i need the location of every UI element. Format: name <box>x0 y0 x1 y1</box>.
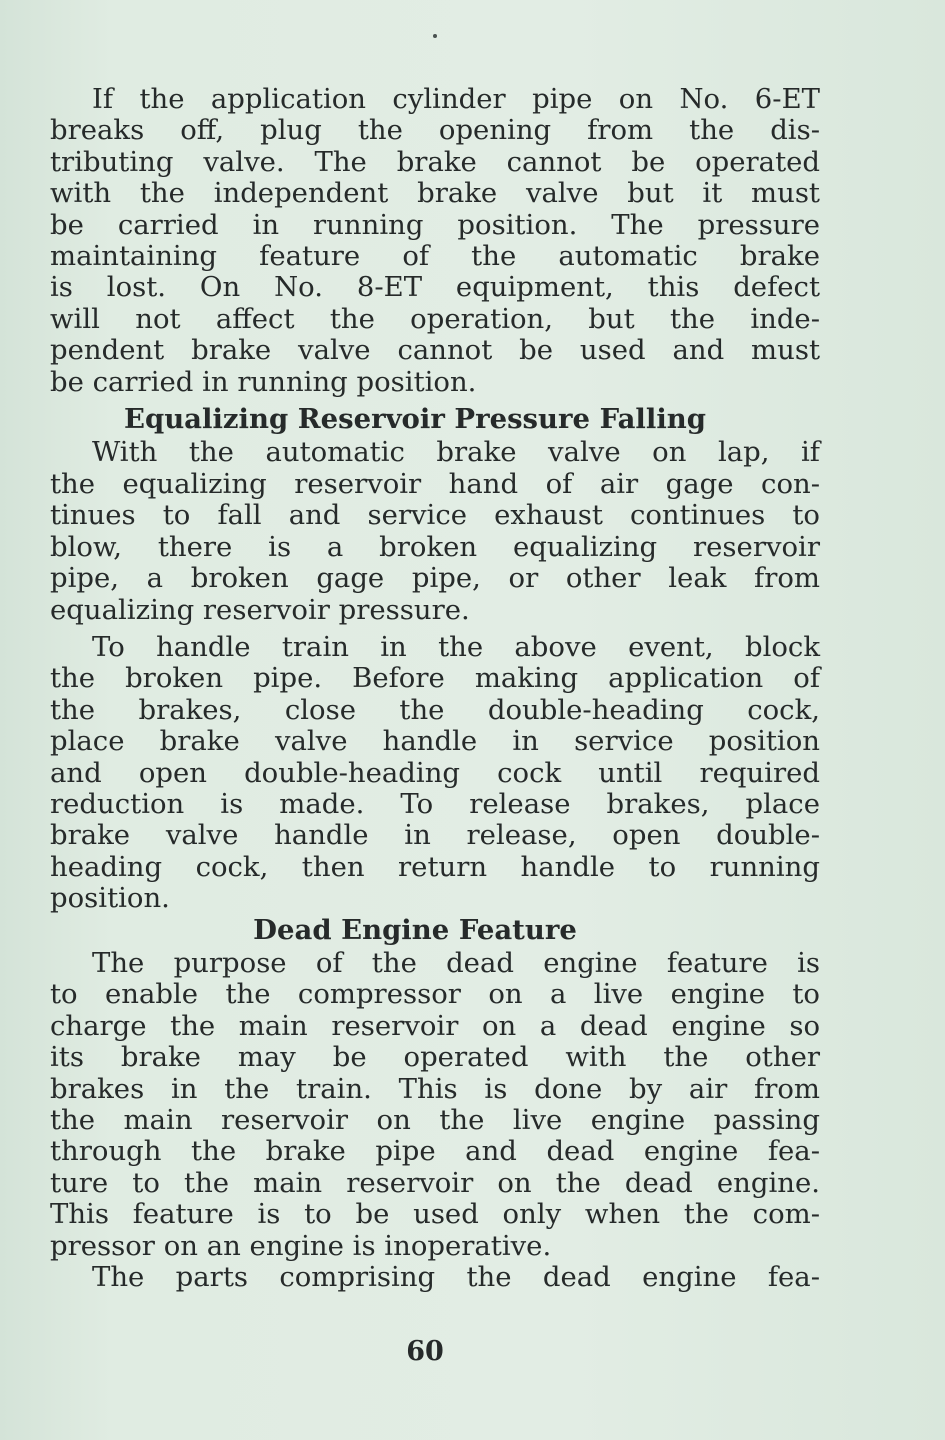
text-line: place brake valve handle in service position <box>50 725 820 758</box>
text-line: to enable the compressor on a live engine to <box>50 978 820 1011</box>
text-line: tributing valve. The brake cannot be operated <box>50 145 820 178</box>
text-line: pendent brake valve cannot be used and must <box>50 334 820 367</box>
text-line: its brake may be operated with the other <box>50 1041 820 1074</box>
text-line: This feature is to be used only when the com- <box>50 1198 820 1231</box>
paragraph-equalizing <box>50 437 820 625</box>
text-line: is lost. On No. 8-ET equipment, this defect <box>50 271 820 304</box>
text-line: If the application cylinder pipe on No. 6-ET <box>92 83 820 115</box>
text-line: heading cock, then return handle to running <box>50 850 820 883</box>
text-line: will not affect the operation, but the inde- <box>50 302 820 335</box>
text-line: equalizing reservoir pressure. <box>50 593 470 626</box>
ink-speck <box>433 34 437 38</box>
text-line: the broken pipe. Before making application of <box>50 662 820 695</box>
paragraph-application-cylinder <box>50 84 820 398</box>
text-line: maintaining feature of the automatic brake <box>50 240 820 273</box>
text-line: breaks off, plug the opening from the dis- <box>50 114 820 147</box>
text-line: with the independent brake valve but it must <box>50 177 820 210</box>
text-line: the brakes, close the double-heading cock, <box>50 693 820 726</box>
text-line: the main reservoir on the live engine passing <box>50 1104 820 1136</box>
text-line: position. <box>50 882 170 915</box>
text-line: be carried in running position. <box>50 365 477 398</box>
paragraph-parts <box>50 1262 820 1293</box>
text-line: the equalizing reservoir hand of air gage con- <box>50 467 820 500</box>
text-line: through the brake pipe and dead engine fea- <box>50 1135 820 1168</box>
section-heading-dead-engine: Dead Engine Feature <box>253 913 577 946</box>
text-line: The parts comprising the dead engine fea- <box>92 1261 820 1294</box>
text-line: blow, there is a broken equalizing reservoir <box>50 530 820 563</box>
text-line: brake valve handle in release, open double- <box>50 819 820 852</box>
text-line: charge the main reservoir on a dead engine so <box>50 1009 820 1042</box>
section-heading-equalizing: Equalizing Reservoir Pressure Falling <box>124 403 706 436</box>
text-line: The purpose of the dead engine feature is <box>92 946 820 979</box>
text-line: pressor on an engine is inoperative. <box>50 1229 552 1262</box>
text-line: and open double-heading cock until required <box>50 756 820 789</box>
text-line: tinues to fall and service exhaust continues to <box>50 499 820 532</box>
text-line: be carried in running position. The pressure <box>50 208 820 241</box>
text-line: With the automatic brake valve on lap, if <box>92 436 820 469</box>
paragraph-dead-engine <box>50 948 820 1262</box>
text-line: pipe, a broken gage pipe, or other leak from <box>50 562 820 595</box>
paragraph-handle-train <box>50 632 820 915</box>
text-line: To handle train in the above event, block <box>92 630 820 663</box>
text-line: ture to the main reservoir on the dead engine. <box>50 1166 820 1199</box>
text-line: reduction is made. To release brakes, place <box>50 787 820 820</box>
text-column <box>50 84 820 1293</box>
text-line: brakes in the train. This is done by air from <box>50 1072 820 1105</box>
page-number: 60 <box>406 1336 444 1367</box>
